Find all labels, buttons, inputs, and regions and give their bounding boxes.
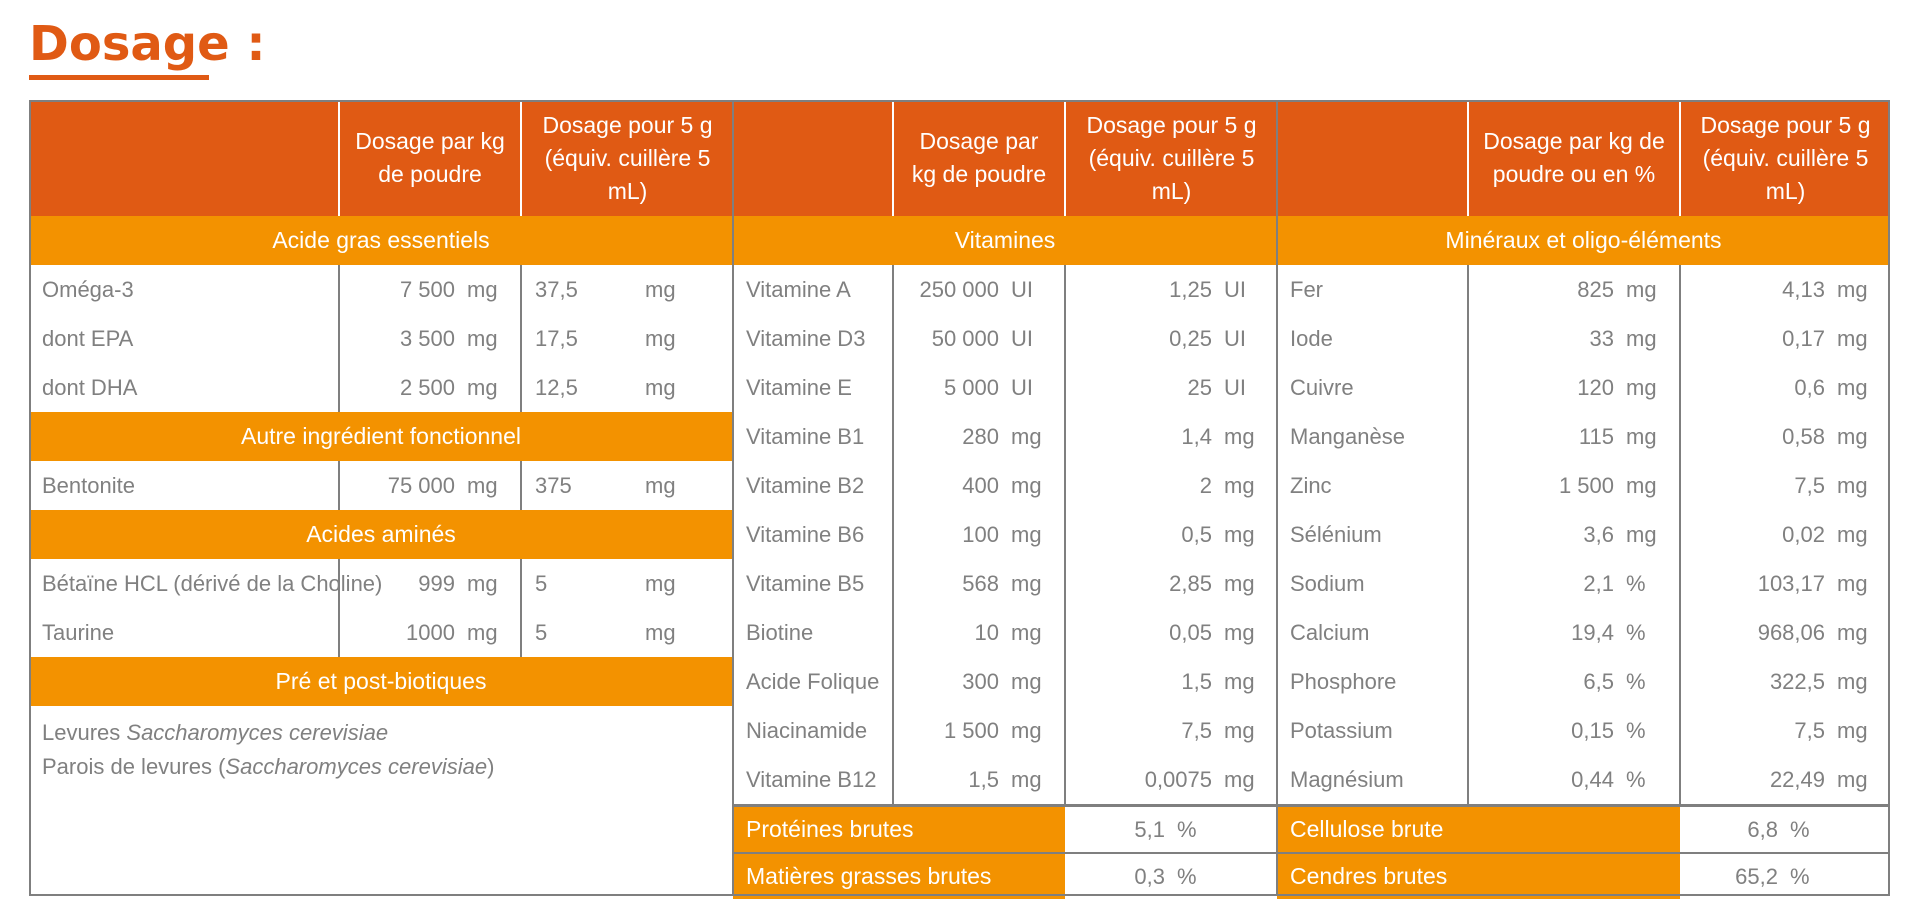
dose-per-kg-value: 3 500 bbox=[399, 325, 455, 351]
totals-unit: % bbox=[1177, 863, 1197, 889]
dose-per-kg-value: 1 500 bbox=[943, 717, 999, 743]
table-row bbox=[733, 412, 1277, 461]
dose-per-kg-value: 5 000 bbox=[943, 374, 999, 400]
totals-value-cell bbox=[1065, 853, 1277, 899]
dose-per-5g-value: 0,05 bbox=[1169, 619, 1212, 645]
dose-per-5g-value: 5 bbox=[535, 619, 548, 645]
nutrient-name: Biotine bbox=[733, 608, 893, 657]
nutrient-name: Vitamine D3 bbox=[733, 314, 893, 363]
dose-per-kg-value: 1000 bbox=[406, 619, 455, 645]
dose-per-5g-unit: mg bbox=[1224, 521, 1255, 547]
dose-per-kg-value: 2 500 bbox=[399, 374, 455, 400]
dose-per-kg-unit: mg bbox=[1626, 521, 1657, 547]
dose-per-kg-unit: UI bbox=[1011, 276, 1033, 302]
dose-per-5g-value: 2,85 bbox=[1169, 570, 1212, 596]
table-row bbox=[1277, 755, 1890, 806]
table-row bbox=[733, 461, 1277, 510]
dose-per-5g-value: 1,25 bbox=[1169, 276, 1212, 302]
table-row bbox=[1277, 657, 1890, 706]
nutrient-name: Bétaïne HCL (dérivé de la Choline) bbox=[29, 559, 339, 608]
dose-per-kg-value: 100 bbox=[962, 521, 999, 547]
dose-per-5g bbox=[521, 461, 733, 510]
table-row bbox=[733, 314, 1277, 363]
table-row bbox=[1277, 265, 1890, 314]
dose-per-5g-value: 5 bbox=[535, 570, 548, 596]
totals-value: 5,1 bbox=[1134, 816, 1165, 842]
table-row bbox=[733, 706, 1277, 755]
column-header: Dosage par kg de poudre bbox=[339, 100, 521, 216]
table-row bbox=[733, 755, 1277, 806]
section-title: Autre ingrédient fonctionnel bbox=[29, 412, 733, 461]
dose-per-5g bbox=[1680, 608, 1890, 657]
dose-per-5g bbox=[1680, 265, 1890, 314]
dose-per-5g bbox=[1065, 510, 1277, 559]
table-row bbox=[733, 559, 1277, 608]
dose-per-5g-unit: mg bbox=[645, 619, 676, 645]
nutrient-name: Manganèse bbox=[1277, 412, 1468, 461]
section-title: Minéraux et oligo-éléments bbox=[1277, 216, 1890, 265]
dose-per-kg-value: 300 bbox=[962, 668, 999, 694]
section-row bbox=[29, 216, 733, 265]
section-row bbox=[29, 412, 733, 461]
dose-per-kg-unit: mg bbox=[1011, 766, 1042, 792]
dose-per-5g-unit: mg bbox=[645, 374, 676, 400]
dose-per-kg bbox=[339, 461, 521, 510]
dose-per-5g-value: 0,0075 bbox=[1144, 766, 1212, 792]
dose-per-5g bbox=[521, 314, 733, 363]
dose-per-kg-value: 2,1 bbox=[1583, 570, 1614, 596]
dose-per-kg-unit: % bbox=[1626, 668, 1646, 694]
dose-per-kg-value: 115 bbox=[1578, 423, 1614, 449]
dose-per-kg bbox=[893, 314, 1065, 363]
nutrient-name: Vitamine B5 bbox=[733, 559, 893, 608]
table-row bbox=[29, 265, 733, 314]
dose-per-kg bbox=[1468, 608, 1680, 657]
dose-per-kg-value: 7 500 bbox=[399, 276, 455, 302]
totals-value: 65,2 bbox=[1735, 863, 1778, 889]
dose-per-5g-unit: mg bbox=[645, 570, 676, 596]
prebiotics-line bbox=[42, 750, 720, 784]
dose-per-kg bbox=[339, 363, 521, 412]
dose-per-kg bbox=[1468, 510, 1680, 559]
nutrient-name: Acide Folique bbox=[733, 657, 893, 706]
nutrient-name: Vitamine B12 bbox=[733, 755, 893, 806]
column-header: Dosage par kg de poudre bbox=[893, 100, 1065, 216]
dose-per-5g-value: 2 bbox=[1199, 472, 1212, 498]
totals-row bbox=[1277, 853, 1890, 899]
dose-per-kg bbox=[1468, 461, 1680, 510]
dose-per-5g-value: 0,17 bbox=[1782, 325, 1825, 351]
totals-value: 6,8 bbox=[1747, 816, 1778, 842]
totals-value-cell bbox=[1680, 853, 1890, 899]
table-row bbox=[1277, 706, 1890, 755]
dose-per-kg-unit: mg bbox=[1011, 717, 1042, 743]
prebiotics-text bbox=[29, 706, 733, 902]
dose-per-5g bbox=[521, 265, 733, 314]
totals-unit: % bbox=[1790, 816, 1810, 842]
dose-per-5g-value: 968,06 bbox=[1757, 619, 1825, 645]
fatty-acids-table bbox=[29, 100, 733, 902]
totals-row bbox=[1277, 806, 1890, 854]
dose-per-5g-value: 7,5 bbox=[1181, 717, 1212, 743]
dose-per-kg bbox=[1468, 412, 1680, 461]
dose-per-5g bbox=[1680, 559, 1890, 608]
dose-per-5g bbox=[1680, 657, 1890, 706]
dose-per-5g bbox=[1065, 265, 1277, 314]
totals-unit: % bbox=[1790, 863, 1810, 889]
column-header bbox=[1277, 100, 1468, 216]
dose-per-kg bbox=[893, 706, 1065, 755]
header-row bbox=[733, 100, 1277, 216]
section-row bbox=[29, 657, 733, 706]
dose-per-5g bbox=[1680, 314, 1890, 363]
table-row bbox=[1277, 559, 1890, 608]
dose-per-5g-unit: mg bbox=[1837, 717, 1868, 743]
dose-per-kg-unit: mg bbox=[1626, 325, 1657, 351]
dose-per-kg bbox=[893, 412, 1065, 461]
totals-label: Cendres brutes bbox=[1277, 853, 1680, 899]
table-row bbox=[1277, 314, 1890, 363]
column-header: Dosage pour 5 g (équiv. cuillère 5 mL) bbox=[1680, 100, 1890, 216]
dose-per-kg-value: 1 500 bbox=[1558, 472, 1614, 498]
dose-per-kg-value: 3,6 bbox=[1583, 521, 1614, 547]
table-row bbox=[1277, 461, 1890, 510]
dose-per-5g-value: 25 bbox=[1187, 374, 1212, 400]
dose-per-5g-unit: mg bbox=[1837, 325, 1868, 351]
dose-per-5g bbox=[1065, 314, 1277, 363]
dose-per-5g-unit: mg bbox=[1224, 570, 1255, 596]
dose-per-5g-value: 4,13 bbox=[1782, 276, 1825, 302]
dose-per-5g-unit: mg bbox=[1224, 619, 1255, 645]
prebiotics-prefix: Levures bbox=[42, 720, 127, 745]
table-row bbox=[733, 363, 1277, 412]
dose-per-kg-unit: mg bbox=[467, 570, 498, 596]
dose-per-kg bbox=[1468, 559, 1680, 608]
dose-per-5g bbox=[1680, 706, 1890, 755]
dose-per-kg bbox=[339, 314, 521, 363]
column-header bbox=[29, 100, 339, 216]
dose-per-kg-value: 400 bbox=[962, 472, 999, 498]
dose-per-kg-value: 75 000 bbox=[387, 472, 455, 498]
totals-row bbox=[733, 806, 1277, 854]
dose-per-kg-unit: mg bbox=[1626, 374, 1657, 400]
prebiotics-line bbox=[42, 716, 720, 750]
nutrient-name: Vitamine E bbox=[733, 363, 893, 412]
divider-right bbox=[1276, 100, 1278, 896]
dose-per-kg bbox=[1468, 657, 1680, 706]
nutrient-name: Vitamine A bbox=[733, 265, 893, 314]
dose-per-5g bbox=[1065, 363, 1277, 412]
table-row bbox=[29, 314, 733, 363]
dose-per-kg-unit: mg bbox=[1011, 668, 1042, 694]
dose-per-kg-unit: UI bbox=[1011, 325, 1033, 351]
dose-per-kg bbox=[893, 461, 1065, 510]
column-header: Dosage par kg de poudre ou en % bbox=[1468, 100, 1680, 216]
nutrient-name: Calcium bbox=[1277, 608, 1468, 657]
dose-per-kg bbox=[339, 608, 521, 657]
table-row bbox=[733, 657, 1277, 706]
table-row bbox=[29, 559, 733, 608]
dose-per-5g bbox=[1065, 657, 1277, 706]
nutrient-name: Vitamine B6 bbox=[733, 510, 893, 559]
dose-per-5g-value: 0,6 bbox=[1794, 374, 1825, 400]
nutrient-name: Oméga-3 bbox=[29, 265, 339, 314]
dose-per-5g bbox=[1680, 461, 1890, 510]
prebiotics-prefix: Parois de levures ( bbox=[42, 754, 226, 779]
dose-per-kg-unit: mg bbox=[1626, 423, 1657, 449]
dose-per-5g-unit: mg bbox=[1224, 472, 1255, 498]
dose-per-kg-unit: mg bbox=[1011, 570, 1042, 596]
dose-per-kg-unit: mg bbox=[1011, 619, 1042, 645]
nutrient-name: dont EPA bbox=[29, 314, 339, 363]
dose-per-5g bbox=[1065, 608, 1277, 657]
table-row bbox=[733, 265, 1277, 314]
dose-per-kg-unit: mg bbox=[1626, 276, 1657, 302]
nutrient-name: Bentonite bbox=[29, 461, 339, 510]
dose-per-kg-unit: mg bbox=[467, 325, 498, 351]
dose-per-kg-value: 50 000 bbox=[931, 325, 999, 351]
dose-per-kg bbox=[893, 510, 1065, 559]
dose-per-5g bbox=[1065, 412, 1277, 461]
totals-label: Cellulose brute bbox=[1277, 806, 1680, 854]
dose-per-kg-value: 33 bbox=[1589, 325, 1614, 351]
dose-per-5g-unit: mg bbox=[645, 325, 676, 351]
vitamins-table bbox=[733, 100, 1277, 899]
table-row bbox=[733, 510, 1277, 559]
dose-per-5g-unit: mg bbox=[1224, 717, 1255, 743]
section-title: Acides aminés bbox=[29, 510, 733, 559]
table-row bbox=[29, 363, 733, 412]
dose-per-5g bbox=[521, 363, 733, 412]
dose-per-kg-unit: mg bbox=[1626, 472, 1657, 498]
table-row bbox=[1277, 412, 1890, 461]
dose-per-kg bbox=[893, 363, 1065, 412]
nutrient-name: Niacinamide bbox=[733, 706, 893, 755]
dose-per-5g-value: 375 bbox=[535, 472, 572, 498]
dose-per-kg-unit: % bbox=[1626, 766, 1646, 792]
nutrient-name: Phosphore bbox=[1277, 657, 1468, 706]
dose-per-5g-unit: mg bbox=[1837, 276, 1868, 302]
section-title: Pré et post-biotiques bbox=[29, 657, 733, 706]
totals-label: Matières grasses brutes bbox=[733, 853, 1065, 899]
totals-unit: % bbox=[1177, 816, 1197, 842]
nutrient-name: Fer bbox=[1277, 265, 1468, 314]
nutrient-name: Cuivre bbox=[1277, 363, 1468, 412]
page-title: Dosage : bbox=[29, 16, 266, 72]
dose-per-5g-unit: mg bbox=[1837, 668, 1868, 694]
dose-per-5g bbox=[521, 559, 733, 608]
dose-per-kg-value: 280 bbox=[962, 423, 999, 449]
dose-per-kg-value: 120 bbox=[1577, 374, 1614, 400]
dose-per-kg-unit: mg bbox=[467, 472, 498, 498]
dose-per-5g bbox=[1065, 461, 1277, 510]
dose-per-5g-unit: mg bbox=[1837, 570, 1868, 596]
dose-per-5g-unit: mg bbox=[1837, 374, 1868, 400]
dose-per-5g bbox=[1065, 559, 1277, 608]
dose-per-5g-value: 103,17 bbox=[1757, 570, 1825, 596]
dose-per-kg-value: 0,15 bbox=[1571, 717, 1614, 743]
nutrient-name: Iode bbox=[1277, 314, 1468, 363]
dose-per-kg-unit: UI bbox=[1011, 374, 1033, 400]
dose-per-5g-value: 22,49 bbox=[1769, 766, 1825, 792]
dose-per-kg bbox=[1468, 363, 1680, 412]
dose-per-kg bbox=[893, 755, 1065, 806]
section-row bbox=[733, 216, 1277, 265]
prebiotics-species: Saccharomyces cerevisiae bbox=[225, 754, 488, 779]
dose-per-kg-unit: mg bbox=[1011, 423, 1042, 449]
dose-per-kg-unit: mg bbox=[1011, 472, 1042, 498]
header-row bbox=[29, 100, 733, 216]
section-title: Acide gras essentiels bbox=[29, 216, 733, 265]
totals-label: Protéines brutes bbox=[733, 806, 1065, 854]
dose-per-5g-unit: UI bbox=[1224, 325, 1246, 351]
title-underline bbox=[29, 75, 209, 80]
dose-per-5g-unit: mg bbox=[1224, 766, 1255, 792]
totals-value: 0,3 bbox=[1134, 863, 1165, 889]
nutrient-name: Sélénium bbox=[1277, 510, 1468, 559]
dose-per-5g-unit: mg bbox=[1837, 423, 1868, 449]
column-header: Dosage pour 5 g (équiv. cuillère 5 mL) bbox=[521, 100, 733, 216]
dose-per-kg-value: 999 bbox=[418, 570, 455, 596]
nutrient-name: Vitamine B2 bbox=[733, 461, 893, 510]
dose-per-kg-value: 825 bbox=[1577, 276, 1614, 302]
totals-value-cell bbox=[1065, 806, 1277, 854]
dose-per-kg-unit: mg bbox=[467, 276, 498, 302]
dose-per-5g bbox=[1680, 755, 1890, 806]
dose-per-5g-value: 37,5 bbox=[535, 276, 578, 302]
dose-per-5g-unit: mg bbox=[1837, 472, 1868, 498]
table-row bbox=[1277, 510, 1890, 559]
nutrient-name: Potassium bbox=[1277, 706, 1468, 755]
nutrient-name: Zinc bbox=[1277, 461, 1468, 510]
dose-per-kg-value: 1,5 bbox=[968, 766, 999, 792]
table-row bbox=[29, 608, 733, 657]
dose-per-5g-value: 17,5 bbox=[535, 325, 578, 351]
nutrient-name: Taurine bbox=[29, 608, 339, 657]
table-row bbox=[1277, 608, 1890, 657]
dose-per-kg bbox=[1468, 755, 1680, 806]
dose-per-5g-unit: mg bbox=[645, 472, 676, 498]
dose-per-kg-unit: mg bbox=[467, 619, 498, 645]
prebiotics-species: Saccharomyces cerevisiae bbox=[126, 720, 389, 745]
dose-per-5g bbox=[1680, 510, 1890, 559]
dose-per-5g-value: 322,5 bbox=[1769, 668, 1825, 694]
dose-per-kg-value: 10 bbox=[974, 619, 999, 645]
dose-per-5g bbox=[1065, 755, 1277, 806]
dose-per-kg bbox=[893, 608, 1065, 657]
header-row bbox=[1277, 100, 1890, 216]
column-header: Dosage pour 5 g (équiv. cuillère 5 mL) bbox=[1065, 100, 1277, 216]
dose-per-kg bbox=[339, 265, 521, 314]
dose-per-kg-unit: mg bbox=[1011, 521, 1042, 547]
dose-per-kg bbox=[1468, 706, 1680, 755]
prebiotics-row bbox=[29, 706, 733, 902]
dose-per-kg-value: 0,44 bbox=[1571, 766, 1614, 792]
dose-per-5g bbox=[1680, 363, 1890, 412]
nutrient-name: Vitamine B1 bbox=[733, 412, 893, 461]
dose-per-kg-value: 6,5 bbox=[1583, 668, 1614, 694]
dose-per-kg-unit: % bbox=[1626, 619, 1646, 645]
table-row bbox=[1277, 363, 1890, 412]
dose-per-5g-unit: mg bbox=[1837, 619, 1868, 645]
totals-value-cell bbox=[1680, 806, 1890, 854]
dose-per-5g-unit: UI bbox=[1224, 374, 1246, 400]
dose-per-5g bbox=[521, 608, 733, 657]
nutrient-name: Sodium bbox=[1277, 559, 1468, 608]
dose-per-5g-unit: mg bbox=[1837, 521, 1868, 547]
dose-per-5g-unit: mg bbox=[645, 276, 676, 302]
dose-per-5g bbox=[1065, 706, 1277, 755]
dose-per-5g-unit: UI bbox=[1224, 276, 1246, 302]
table-row bbox=[733, 608, 1277, 657]
section-row bbox=[29, 510, 733, 559]
dose-per-kg-unit: mg bbox=[467, 374, 498, 400]
dose-per-5g-value: 1,5 bbox=[1181, 668, 1212, 694]
dose-per-5g-value: 7,5 bbox=[1794, 472, 1825, 498]
dose-per-kg bbox=[1468, 265, 1680, 314]
dose-per-5g-value: 0,58 bbox=[1782, 423, 1825, 449]
dose-per-kg bbox=[893, 559, 1065, 608]
divider-left bbox=[732, 100, 734, 896]
dose-per-5g bbox=[1680, 412, 1890, 461]
dose-per-kg-unit: % bbox=[1626, 570, 1646, 596]
dose-per-5g-unit: mg bbox=[1224, 423, 1255, 449]
nutrient-name: Magnésium bbox=[1277, 755, 1468, 806]
prebiotics-suffix: ) bbox=[487, 754, 495, 779]
dose-per-kg-value: 19,4 bbox=[1571, 619, 1614, 645]
section-title: Vitamines bbox=[733, 216, 1277, 265]
dose-per-kg bbox=[893, 657, 1065, 706]
dose-per-5g-value: 0,02 bbox=[1782, 521, 1825, 547]
dose-per-kg-value: 568 bbox=[962, 570, 999, 596]
dose-per-5g-value: 0,25 bbox=[1169, 325, 1212, 351]
section-row bbox=[1277, 216, 1890, 265]
dose-per-5g-value: 7,5 bbox=[1794, 717, 1825, 743]
table-row bbox=[29, 461, 733, 510]
dose-per-kg bbox=[1468, 314, 1680, 363]
dose-per-5g-value: 0,5 bbox=[1181, 521, 1212, 547]
dose-per-5g-unit: mg bbox=[1224, 668, 1255, 694]
minerals-table bbox=[1277, 100, 1890, 899]
dose-per-kg-unit: % bbox=[1626, 717, 1646, 743]
dose-per-5g-value: 1,4 bbox=[1181, 423, 1212, 449]
totals-row bbox=[733, 853, 1277, 899]
dose-per-kg bbox=[893, 265, 1065, 314]
dose-per-kg-value: 250 000 bbox=[919, 276, 999, 302]
dose-per-5g-unit: mg bbox=[1837, 766, 1868, 792]
nutrient-name: dont DHA bbox=[29, 363, 339, 412]
column-header bbox=[733, 100, 893, 216]
dose-per-5g-value: 12,5 bbox=[535, 374, 578, 400]
